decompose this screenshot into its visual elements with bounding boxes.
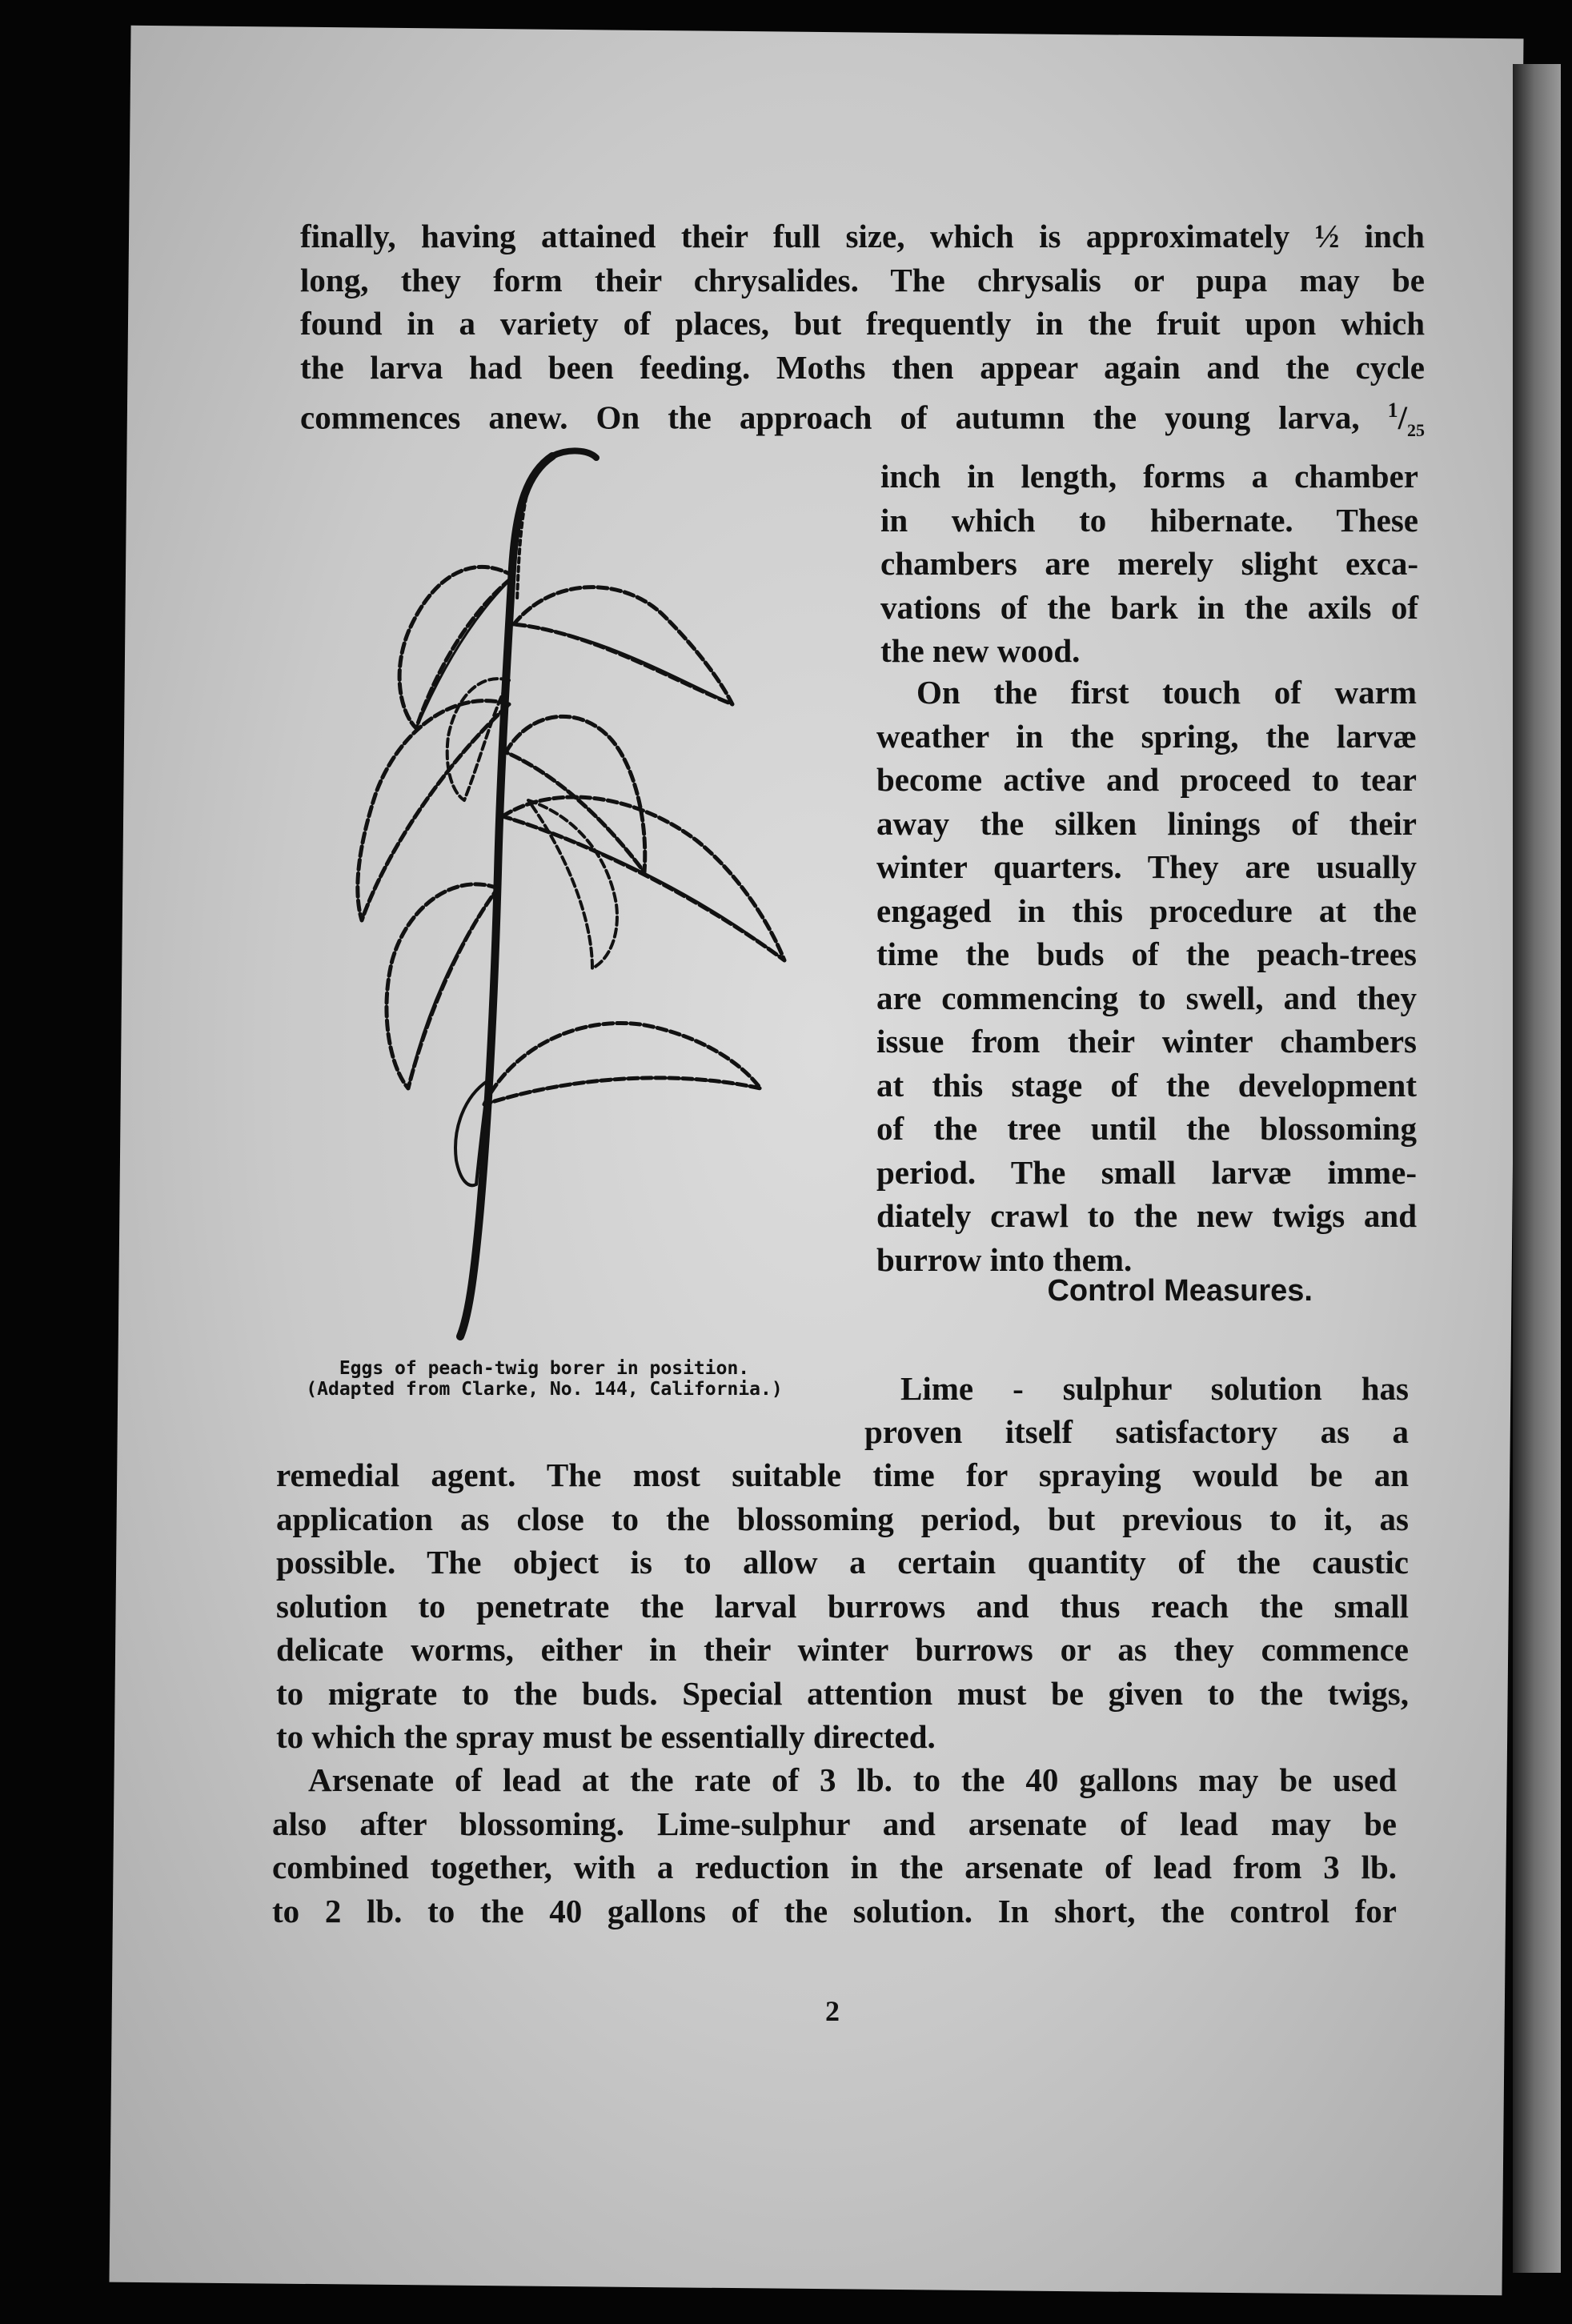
text-line: in which to hibernate. These [880,501,1418,539]
text-line: winter quarters. They are usually [876,848,1417,885]
text-line: at this stage of the development [876,1066,1417,1104]
text-line: of the tree until the blossoming [876,1110,1417,1147]
text-line: finally, having attained their full size, which is approximately ½ inch [300,218,1425,254]
paragraph-3-start [900,1367,1409,1411]
text-line-fraction: commences anew. On the approach of autumn the young larva, $^1/_{25}$ [300,399,1426,440]
text-line: vations of the bark in the axils of [880,588,1418,626]
peach-twig-drawing-icon [288,440,864,1344]
caption-line-1: Eggs of peach-twig borer in position. [339,1358,750,1379]
paragraph-3 [276,1453,1409,1759]
paragraph-3-line2 [864,1410,1409,1454]
text-line: engaged in this procedure at the [876,892,1417,929]
text-line-last: to which the spray must be essentially directed. [276,1718,936,1755]
section-heading: Control Measures. [1047,1274,1313,1308]
paragraph-4 [272,1758,1397,1933]
text-line: long, they form their chrysalides. The chrysalis or pupa may be [300,261,1425,299]
text-line: proven itself satisfactory as a [864,1413,1409,1450]
paragraph-2 [876,671,1417,1281]
text-line: away the silken linings of their [876,804,1417,842]
text-line: to migrate to the buds. Special attention must be given to the twigs, [276,1674,1409,1712]
text-line: are commencing to swell, and they [876,979,1417,1016]
text-line: chambers are merely slight exca- [880,545,1418,582]
text-line: remedial agent. The most suitable time for spraying would be an [276,1457,1409,1493]
text-line: solution to penetrate the larval burrows and thus reach the small [276,1587,1409,1625]
text-line: time the buds of the peach-trees [876,936,1417,972]
text-line: weather in the spring, the larvæ [876,717,1417,755]
text-line: period. The small larvæ imme- [876,1153,1417,1191]
text-line: On the first touch of warm [916,674,1417,711]
text-line-last: burrow into them. [876,1240,1133,1278]
text-line: diately crawl to the new twigs and [876,1197,1417,1234]
text-line: issue from their winter chambers [876,1023,1417,1060]
text-line: the larva had been feeding. Moths then appear again and the cycle [300,348,1425,386]
figure-caption [216,1358,872,1400]
paragraph-1 [300,214,1425,452]
text-line: application as close to the blossoming period, but previous to it, as [276,1500,1409,1537]
text-line: combined together, with a reduction in the arsenate of lead from 3 lb. [272,1849,1397,1885]
text-line: Arsenate of lead at the rate of 3 lb. to the 40 gallons may be used [308,1761,1397,1798]
text-line: delicate worms, either in their winter burrows or as they commence [276,1631,1409,1668]
text-line: Lime - sulphur solution has [900,1370,1409,1407]
page-number: 2 [825,1995,840,2027]
caption-line-2: (Adapted from Clarke, No. 144, California.) [306,1379,783,1400]
text-line: inch in length, forms a chamber [880,458,1418,495]
text-line: become active and proceed to tear [876,761,1417,798]
text-line: possible. The object is to allow a certain quantity of the caustic [276,1544,1409,1581]
text-line: to 2 lb. to the 40 gallons of the solution. In short, the control for [272,1892,1397,1929]
text-line: also after blossoming. Lime-sulphur and arsenate of lead may be [272,1805,1397,1842]
adjacent-page-edge [1513,64,1561,2273]
text-line: found in a variety of places, but frequently in the fruit upon which [300,305,1425,342]
text-line-last: the new wood. [880,632,1081,669]
paragraph-1-continuation [880,455,1418,673]
